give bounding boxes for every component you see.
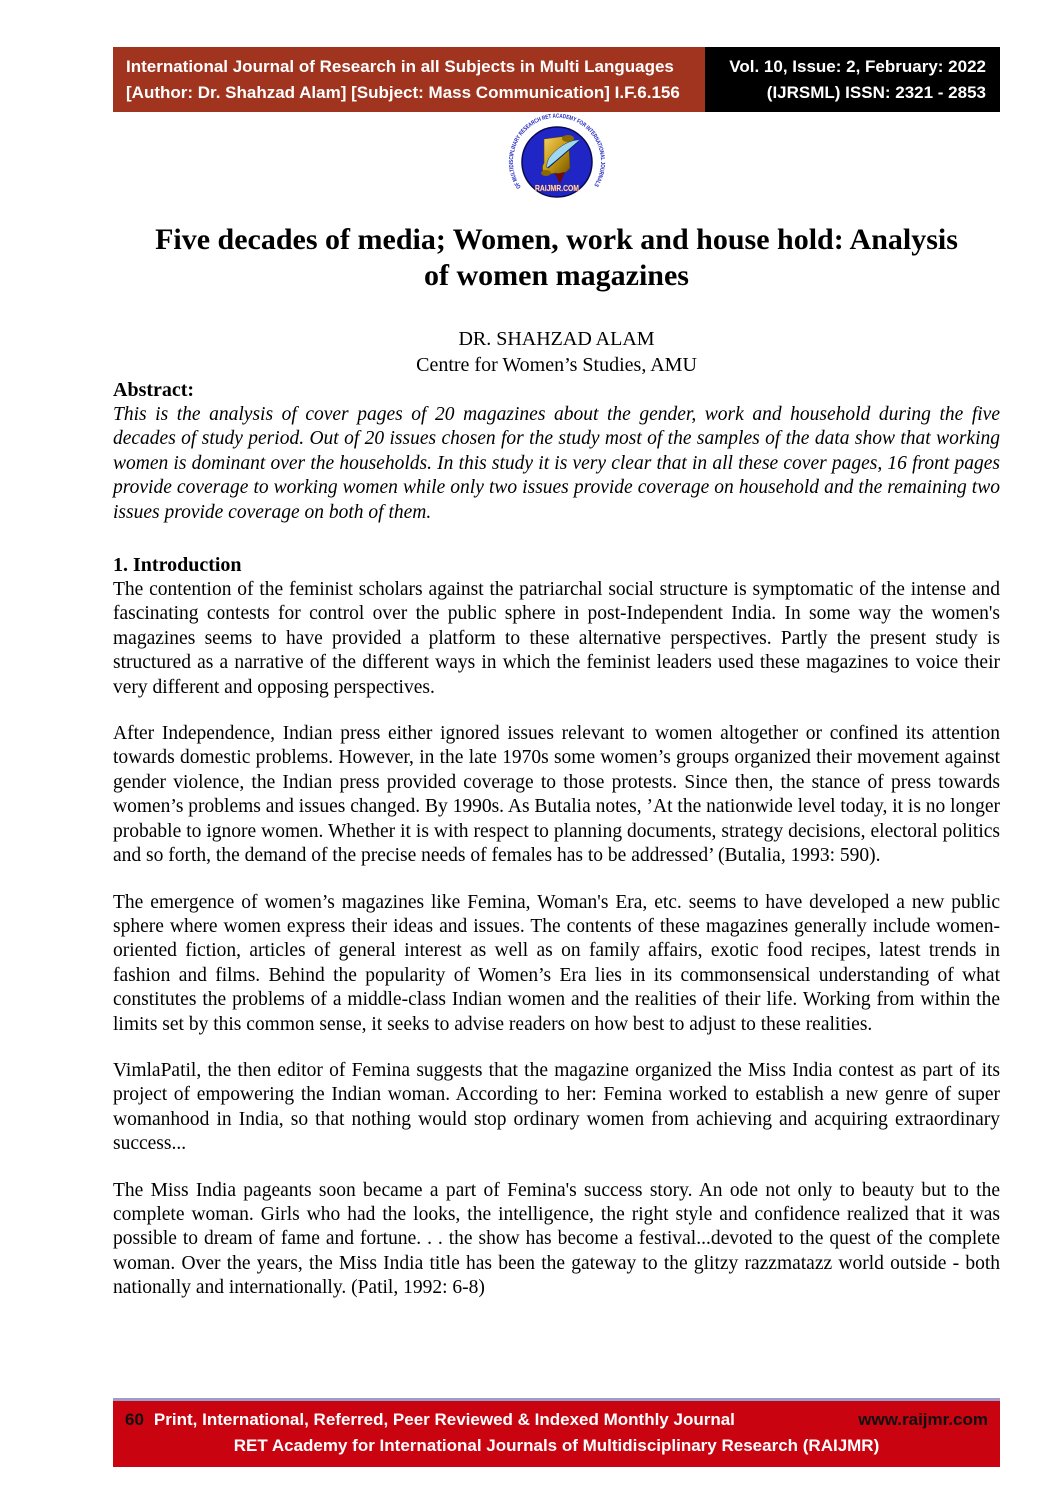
logo-site-text: RAIJMR.COM	[535, 183, 579, 193]
author-affiliation: Centre for Women’s Studies, AMU	[416, 354, 697, 376]
abstract-text: This is the analysis of cover pages of 20 magazines about the gender, work and household during the five decades of study period. Out of 20 issues chosen for the study most of the samples of the data show that working women is dominant over the households. In this study it is very clear that in all these cover pages, 16 front pages provide coverage to working women while only two issues provide coverage on household and the remaining two issues provide coverage on both of them.	[113, 404, 1000, 523]
footer-line1	[125, 1407, 988, 1433]
logo-scroll-curl-bottom	[541, 170, 551, 176]
abstract-heading: Abstract:	[113, 379, 195, 401]
issn: (IJRSML) ISSN: 2321 - 2853	[766, 83, 986, 102]
author-block	[113, 326, 1000, 378]
volume-issue: Vol. 10, Issue: 2, February: 2022	[729, 57, 986, 76]
section-introduction-heading: 1. Introduction	[113, 554, 242, 577]
logo-ring-text: OF MULTIDISCIPLINARY RESEARCH RET ACADEMY FOR INTERNATIONAL JOURNALS	[508, 113, 606, 190]
header-issue-panel	[705, 47, 1000, 112]
paragraph: The Miss India pageants soon became a part of Femina's success story. An ode not only to beauty but to the complete woman. Girls who had the looks, the intelligence, the right style and confidence realized that it was possible to dream of fame and fortune. . . the show has become a festival...devoted to the quest of the complete woman. Over the years, the Miss India title has been the gateway to the glitzy razzmatazz world outside - both nationally and internationally. (Patil, 1992: 6-8)	[113, 1179, 1000, 1299]
raijmr-logo-icon	[497, 112, 617, 212]
footer-journal-type: Print, International, Referred, Peer Reviewed & Indexed Monthly Journal	[153, 1410, 735, 1429]
paragraph: VimlaPatil, the then editor of Femina suggests that the magazine organized the Miss India contest as part of its project of empowering the Indian woman. According to her: Femina worked to establish a new genre of super womanhood in India, so that nothing would stop ordinary women from achieving and acquiring extraordinary success...	[113, 1059, 1000, 1155]
footer-website: www.raijmr.com	[858, 1410, 988, 1429]
article-title-line1: Five decades of media; Women, work and house hold: Analysis	[155, 223, 958, 256]
article-title-line2: of women magazines	[424, 259, 689, 292]
header-journal-panel	[113, 47, 705, 112]
paragraph: After Independence, Indian press either ignored issues relevant to women altogether or confined its attention towards domestic problems. However, in the late 1970s some women’s groups organized their movement against gender violence, the Indian press provided coverage to those protests. Since then, the stance of press towards women’s problems and issues changed. By 1990s. As Butalia notes, ’At the nationwide level today, it is no longer probable to ignore women. Whether it is with respect to planning documents, strategy decisions, electoral politics and so forth, the demand of the precise needs of females has to be addressed’ (Butalia, 1993: 590).	[113, 723, 1000, 867]
article-title	[113, 222, 1000, 294]
page-number: 60	[125, 1410, 144, 1429]
journal-title: International Journal of Research in all Subjects in Multi Languages	[126, 57, 674, 76]
article-content	[113, 222, 1000, 1323]
header-author-subject: [Author: Dr. Shahzad Alam] [Subject: Mass Communication] I.F.6.156	[126, 83, 680, 102]
page-header	[113, 47, 1000, 112]
footer-academy-line: RET Academy for International Journals of Multidisciplinary Research (RAIJMR)	[233, 1436, 880, 1455]
raijmr-logo	[497, 112, 617, 212]
paragraph: The contention of the feminist scholars against the patriarchal social structure is symptomatic of the intense and fascinating contests for control over the public sphere in post-Independent India. In some way the women's magazines seems to have provided a platform to these alternative perspectives. Partly the present study is structured as a narrative of the different ways in which the feminist leaders used these magazines to voice their very different and opposing perspectives.	[113, 579, 1000, 698]
page-footer	[113, 1398, 1000, 1467]
paragraph: The emergence of women’s magazines like Femina, Woman's Era, etc. seems to have developed a new public sphere where women express their ideas and issues. The contents of these magazines generally include women-oriented fiction, articles of general interest as well as on family affairs, exotic food recipes, latest trends in fashion and films. Behind the popularity of Women’s Era lies in its commonsensical understanding of what constitutes the problems of a middle-class Indian women and the realities of their life. Working from within the limits set by this common sense, it seeks to advise readers on how best to adjust to these realities.	[113, 891, 1000, 1035]
author-name: DR. SHAHZAD ALAM	[458, 328, 655, 350]
